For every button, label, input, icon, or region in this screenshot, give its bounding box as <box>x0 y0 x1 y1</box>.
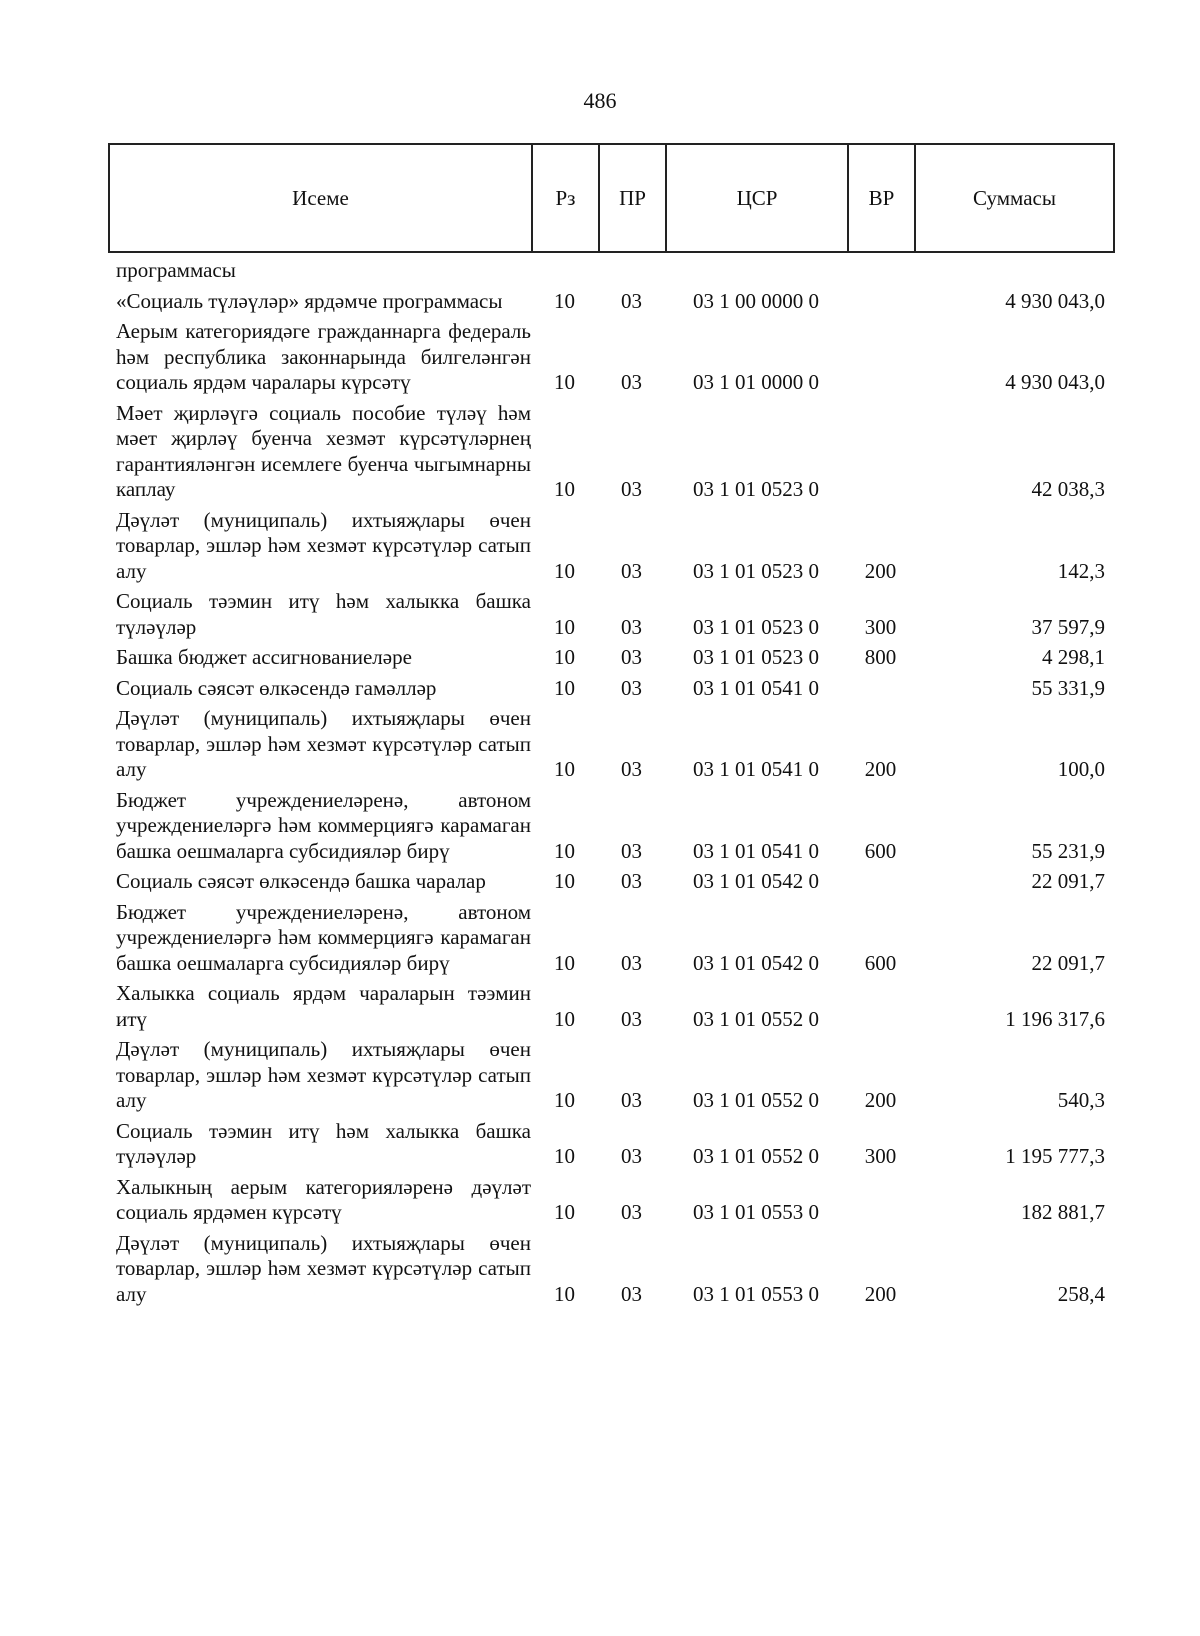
page-number: 486 <box>583 88 617 113</box>
cell-name: Бюджет учреждениеләренә, автоном учреждениеләргә һәм коммерциягә карамаган башка оешмаларга субсидияләр бирү <box>116 899 531 975</box>
cell-pr: 03 <box>621 477 642 501</box>
cell-rz: 10 <box>554 757 575 781</box>
cell-csr: 03 1 01 0523 0 <box>693 614 819 639</box>
cell-vr: 600 <box>864 950 897 975</box>
cell-pr: 03 <box>621 675 642 700</box>
cell-name: Социаль тәэмин итү һәм халыкка башка түләүләр <box>116 589 531 639</box>
table-row <box>108 706 1115 788</box>
cell-pr: 03 <box>621 614 642 639</box>
cell-csr: 03 1 01 0552 0 <box>693 1144 819 1168</box>
cell-rz: 10 <box>554 614 575 639</box>
cell-name: Башка бюджет ассигнованиеләре <box>116 645 412 669</box>
header-csr: ЦСР <box>667 145 849 251</box>
cell-pr: 03 <box>621 1006 642 1031</box>
cell-csr: 03 1 01 0553 0 <box>693 1200 819 1224</box>
cell-rz: 10 <box>554 869 575 893</box>
cell-sum: 540,3 <box>1057 1088 1105 1112</box>
cell-sum: 55 331,9 <box>1031 675 1105 700</box>
table-row <box>108 319 1115 401</box>
table-row <box>108 1037 1115 1119</box>
table-row <box>108 676 1115 707</box>
cell-pr: 03 <box>621 370 642 394</box>
header-vr: ВР <box>849 145 916 251</box>
cell-pr: 03 <box>621 1281 642 1306</box>
cell-sum: 4 930 043,0 <box>1005 288 1105 313</box>
cell-vr: 200 <box>864 558 897 583</box>
table-row <box>108 788 1115 870</box>
cell-sum: 100,0 <box>1057 757 1105 781</box>
header-pr: ПР <box>600 145 667 251</box>
table-row <box>108 900 1115 982</box>
cell-csr: 03 1 01 0523 0 <box>693 477 819 501</box>
table-row <box>108 289 1115 320</box>
cell-name: Социаль сәясәт өлкәсендә башка чаралар <box>116 869 486 893</box>
cell-name: Дәүләт (муниципаль) ихтыяҗлары өчен товарлар, эшләр һәм хезмәт күрсәтүләр сатып алу <box>116 1037 531 1112</box>
table-row <box>108 1175 1115 1231</box>
cell-pr: 03 <box>621 645 642 669</box>
cell-csr: 03 1 01 0552 0 <box>693 1006 819 1031</box>
cell-rz: 10 <box>554 1006 575 1031</box>
cell-csr: 03 1 01 0553 0 <box>693 1281 819 1306</box>
table-row <box>108 258 1115 289</box>
cell-vr: 600 <box>864 838 897 863</box>
cell-name: Социаль тәэмин итү һәм халыкка башка түләүләр <box>116 1118 531 1168</box>
cell-sum: 258,4 <box>1057 1281 1105 1306</box>
cell-vr: 800 <box>864 645 897 669</box>
table-row <box>108 981 1115 1037</box>
cell-csr: 03 1 01 0523 0 <box>693 645 819 669</box>
cell-sum: 182 881,7 <box>1021 1200 1105 1224</box>
cell-pr: 03 <box>621 1088 642 1112</box>
cell-sum: 4 930 043,0 <box>1005 370 1105 394</box>
table-row <box>108 1231 1115 1313</box>
cell-rz: 10 <box>554 675 575 700</box>
cell-sum: 37 597,9 <box>1031 614 1105 639</box>
cell-rz: 10 <box>554 645 575 669</box>
cell-pr: 03 <box>621 869 642 893</box>
cell-csr: 03 1 01 0523 0 <box>693 558 819 583</box>
cell-sum: 55 231,9 <box>1031 838 1105 863</box>
cell-sum: 22 091,7 <box>1031 950 1105 975</box>
cell-pr: 03 <box>621 1144 642 1168</box>
cell-rz: 10 <box>554 1088 575 1112</box>
cell-vr: 300 <box>864 614 897 639</box>
cell-name: программасы <box>116 258 236 282</box>
table-row <box>108 589 1115 645</box>
cell-sum: 4 298,1 <box>1042 645 1105 669</box>
table-row <box>108 401 1115 508</box>
cell-csr: 03 1 01 0541 0 <box>693 675 819 700</box>
cell-csr: 03 1 01 0541 0 <box>693 757 819 781</box>
header-name: Исеме <box>110 145 533 251</box>
cell-vr: 200 <box>864 757 897 781</box>
cell-pr: 03 <box>621 950 642 975</box>
cell-pr: 03 <box>621 558 642 583</box>
table-body <box>108 258 1115 1312</box>
cell-rz: 10 <box>554 477 575 501</box>
cell-name: Халыкның аерым категорияләренә дәүләт социаль ярдәмен күрсәтү <box>116 1174 531 1224</box>
cell-name: Дәүләт (муниципаль) ихтыяҗлары өчен товарлар, эшләр һәм хезмәт күрсәтүләр сатып алу <box>116 1230 531 1306</box>
cell-sum: 22 091,7 <box>1031 869 1105 893</box>
cell-sum: 142,3 <box>1057 558 1105 583</box>
cell-pr: 03 <box>621 1200 642 1224</box>
table-row <box>108 645 1115 676</box>
cell-pr: 03 <box>621 838 642 863</box>
cell-sum: 42 038,3 <box>1031 477 1105 501</box>
cell-rz: 10 <box>554 558 575 583</box>
cell-name: Халыкка социаль ярдәм чараларын тәэмин итү <box>116 981 531 1031</box>
cell-vr: 200 <box>864 1088 897 1112</box>
cell-name: Аерым категориядәге гражданнарга федераль һәм республика законнарында билгеләнгән социаль ярдәм чаралары күрсәтү <box>116 319 531 394</box>
cell-csr: 03 1 00 0000 0 <box>693 288 819 313</box>
cell-pr: 03 <box>621 288 642 313</box>
cell-rz: 10 <box>554 950 575 975</box>
header-sum: Суммасы <box>973 185 1056 210</box>
cell-csr: 03 1 01 0542 0 <box>693 869 819 893</box>
cell-vr: 300 <box>864 1144 897 1168</box>
cell-name: Дәүләт (муниципаль) ихтыяҗлары өчен товарлар, эшләр һәм хезмәт күрсәтүләр сатып алу <box>116 706 531 781</box>
cell-name: Социаль сәясәт өлкәсендә гамәлләр <box>116 675 437 700</box>
table-row <box>108 508 1115 590</box>
cell-name: Мәет җирләүгә социаль пособие түләү һәм мәет җирләү буенча хезмәт күрсәтүләрнең гарантияләнгән исемлеге буенча чыгымнарны каплау <box>116 400 531 501</box>
cell-rz: 10 <box>554 838 575 863</box>
cell-pr: 03 <box>621 757 642 781</box>
cell-vr: 200 <box>864 1281 897 1306</box>
table-row <box>108 869 1115 900</box>
cell-rz: 10 <box>554 1144 575 1168</box>
cell-rz: 10 <box>554 1281 575 1306</box>
cell-name: Бюджет учреждениеләренә, автоном учреждениеләргә һәм коммерциягә карамаган башка оешмаларга субсидияләр бирү <box>116 787 531 863</box>
cell-sum: 1 196 317,6 <box>1005 1006 1105 1031</box>
cell-csr: 03 1 01 0552 0 <box>693 1088 819 1112</box>
table-header <box>108 143 1115 253</box>
cell-name: «Социаль түләүләр» ярдәмче программасы <box>116 288 503 313</box>
cell-csr: 03 1 01 0541 0 <box>693 838 819 863</box>
cell-rz: 10 <box>554 288 575 313</box>
cell-name: Дәүләт (муниципаль) ихтыяҗлары өчен товарлар, эшләр һәм хезмәт күрсәтүләр сатып алу <box>116 507 531 583</box>
table-row <box>108 1119 1115 1175</box>
cell-csr: 03 1 01 0000 0 <box>693 370 819 394</box>
cell-csr: 03 1 01 0542 0 <box>693 950 819 975</box>
cell-sum: 1 195 777,3 <box>1005 1144 1105 1168</box>
header-rz: Рз <box>533 145 600 251</box>
cell-rz: 10 <box>554 370 575 394</box>
cell-rz: 10 <box>554 1200 575 1224</box>
